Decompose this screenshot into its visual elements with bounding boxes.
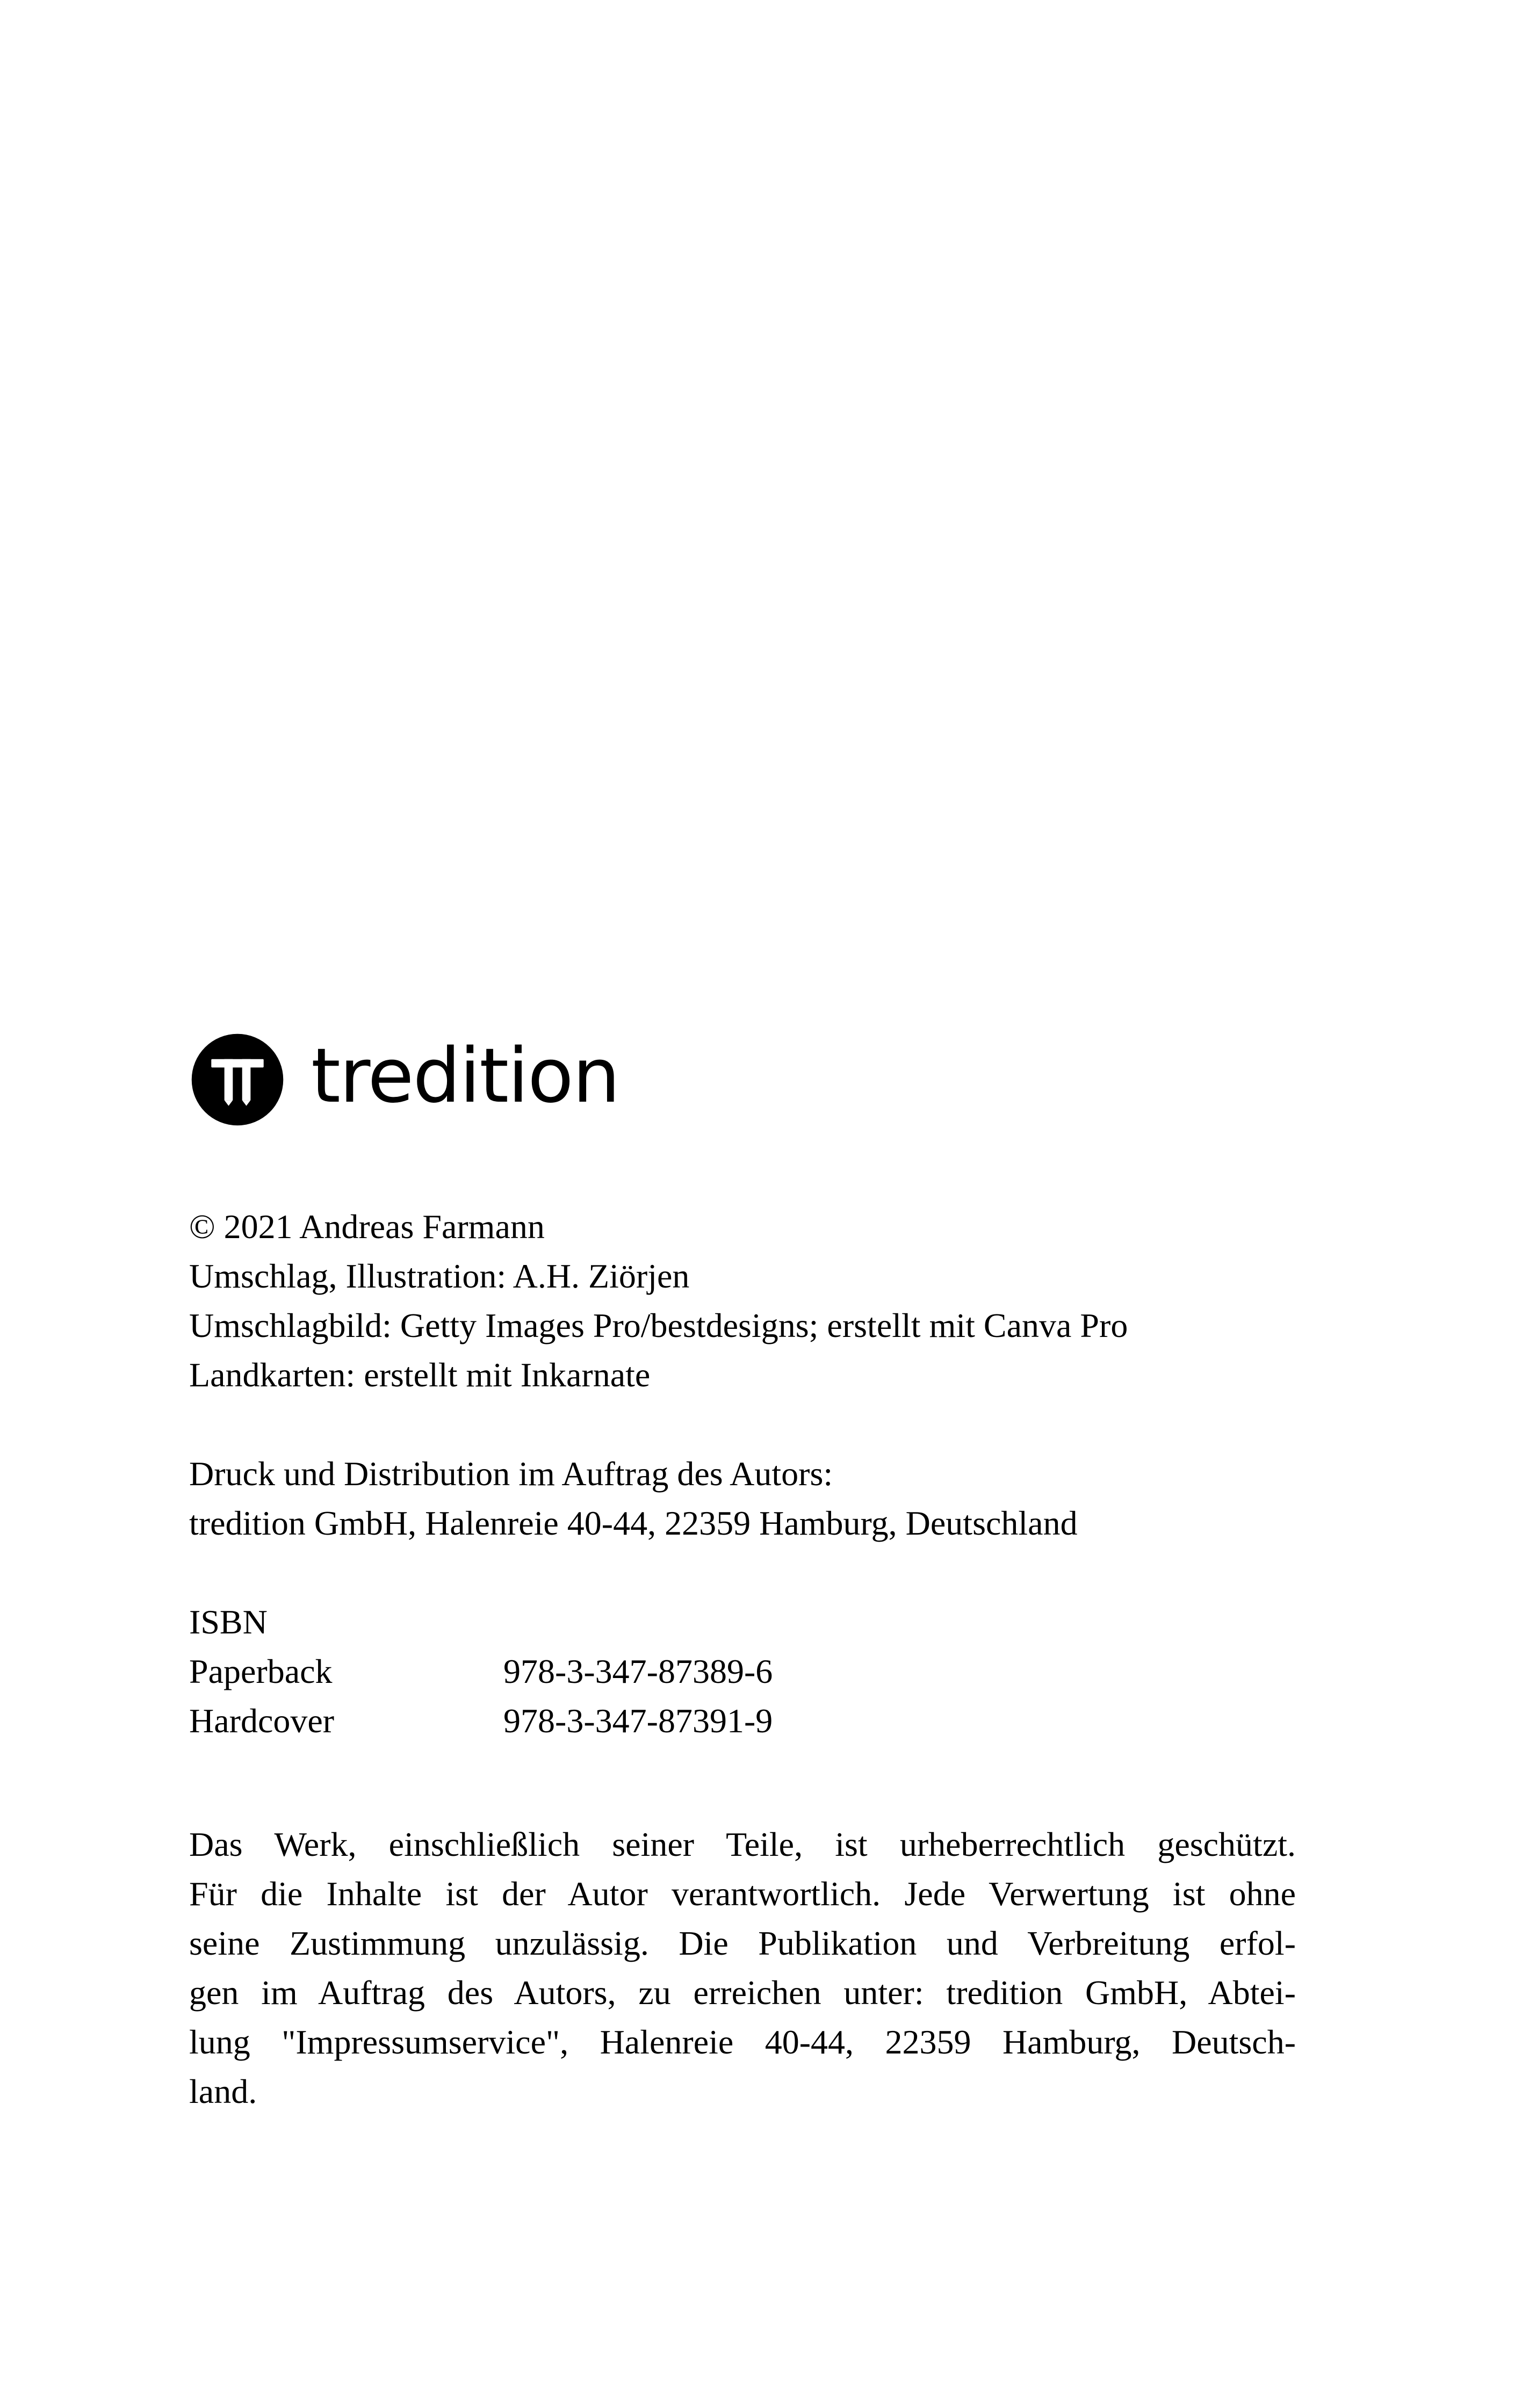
isbn-row-paperback: [189, 1647, 1296, 1696]
isbn-label: Paperback: [189, 1652, 333, 1690]
rights-line: Das Werk, einschließlich seiner Teile, ist urheberrechtlich geschützt.: [189, 1825, 1296, 1863]
rights-paragraph: [189, 1820, 1296, 2116]
cover-image-line: Umschlagbild: Getty Images Pro/bestdesigns; erstellt mit Canva Pro: [189, 1306, 1128, 1344]
credits-block: [189, 1202, 1296, 1400]
distribution-line-2: tredition GmbH, Halenreie 40-44, 22359 Hamburg, Deutschland: [189, 1504, 1078, 1542]
isbn-number: 978-3-347-87389-6: [503, 1652, 773, 1690]
publisher-logo: [191, 1031, 619, 1128]
rights-line: Für die Inhalte ist der Autor verantwortlich. Jede Verwertung ist ohne: [189, 1875, 1296, 1913]
rights-line: gen im Auftrag des Autors, zu erreichen unter: tredition GmbH, Abtei-: [189, 1973, 1296, 2012]
isbn-block: [189, 1597, 1296, 1746]
distribution-line-1: Druck und Distribution im Auftrag des Autors:: [189, 1455, 833, 1493]
maps-line: Landkarten: erstellt mit Inkarnate: [189, 1356, 651, 1394]
tredition-logo-icon: [191, 1033, 284, 1126]
isbn-number: 978-3-347-87391-9: [503, 1702, 773, 1740]
cover-illustration-line: Umschlag, Illustration: A.H. Ziörjen: [189, 1257, 690, 1295]
distribution-block: [189, 1449, 1296, 1548]
spacer: [189, 1400, 1296, 1449]
isbn-label: Hardcover: [189, 1702, 335, 1740]
rights-line: lung "Impressumservice", Halenreie 40-44, 22359 Hamburg, Deutsch-: [189, 2023, 1296, 2061]
isbn-row-hardcover: [189, 1696, 1296, 1746]
copyright-line: © 2021 Andreas Farmann: [189, 1207, 545, 1246]
isbn-heading: ISBN: [189, 1603, 268, 1641]
rights-line: land.: [189, 2072, 257, 2110]
spacer: [189, 1746, 1296, 1820]
spacer: [189, 1548, 1296, 1597]
imprint-text: [189, 1202, 1296, 2116]
publisher-wordmark: tredition: [311, 1032, 619, 1120]
rights-line: seine Zustimmung unzulässig. Die Publikation und Verbreitung erfol-: [189, 1924, 1296, 1962]
